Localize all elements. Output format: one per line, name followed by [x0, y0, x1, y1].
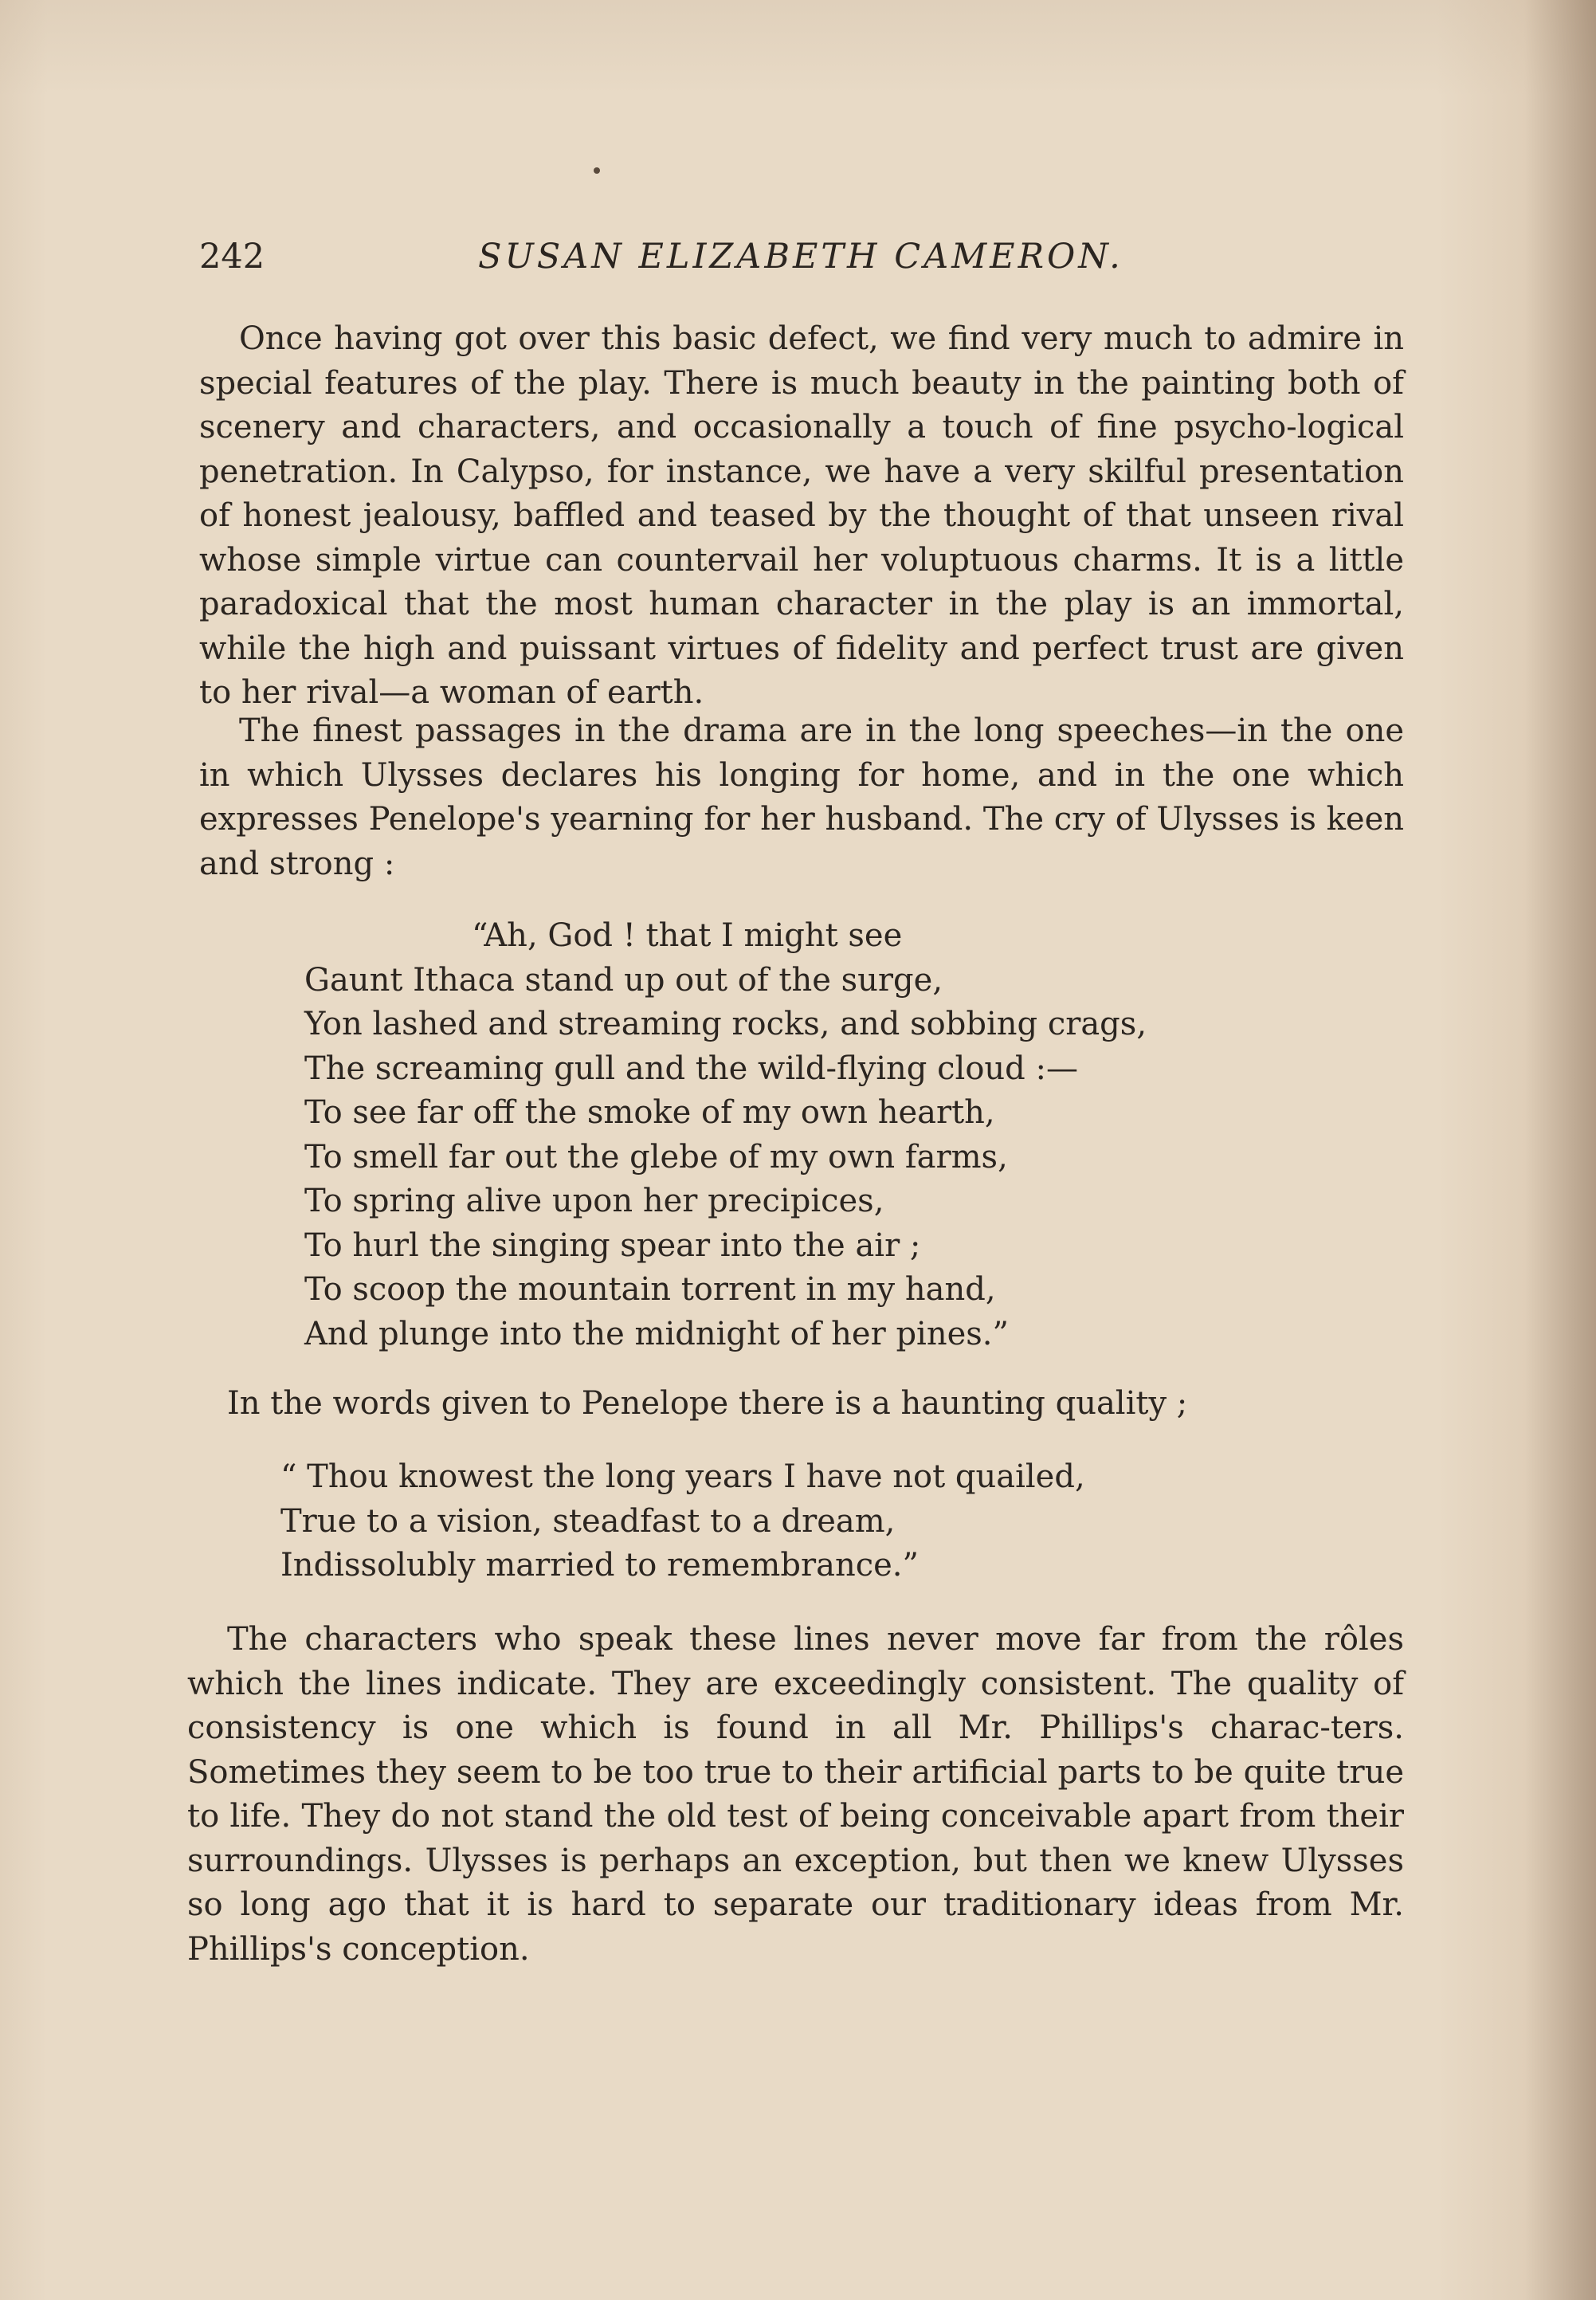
- verse-line: To scoop the mountain torrent in my hand,: [304, 1271, 996, 1308]
- paragraph-finest-passages: The finest passages in the drama are in the long speeches—in the one in which Ulysses declares his longing for home, and in the one which expresses Penelope's yearning for her husband. The cry of Ulysses is keen and strong :: [199, 712, 1404, 882]
- verse-line: “ Thou knowest the long years I have not quailed,: [280, 1458, 1085, 1495]
- verse-line: To smell far out the glebe of my own farms,: [304, 1138, 1008, 1176]
- verse-line: And plunge into the midnight of her pines.”: [304, 1315, 1009, 1352]
- verse-penelope: [280, 1455, 1085, 1588]
- verse-line: The screaming gull and the wild-flying cloud :—: [304, 1050, 1078, 1087]
- ink-speck: [594, 167, 600, 174]
- paragraph-penelope-intro: In the words given to Penelope there is a haunting quality ;: [227, 1385, 1188, 1422]
- verse-line: Indissolubly married to remembrance.”: [280, 1547, 919, 1584]
- page-number: 242: [199, 237, 265, 277]
- verse-line: True to a vision, steadfast to a dream,: [280, 1502, 896, 1540]
- running-title: SUSAN ELIZABETH CAMERON.: [478, 237, 1123, 277]
- verse-line: “Ah, God ! that I might see: [472, 917, 903, 954]
- verse-line: Yon lashed and streaming rocks, and sobbing crags,: [304, 1006, 1147, 1042]
- verse-line: To hurl the singing spear into the air ;: [304, 1227, 921, 1264]
- paragraph-characters: The characters who speak these lines never move far from the rôles which the lines indicate. They are exceedingly consistent. The quality of consistency is one which is found in all Mr. Phillips's charac-ters. Sometimes they seem to be too true to their artificial parts to be quite true to life. They do not stand the old test of being conceivable apart from their surroundings. Ulysses is perhaps an exception, but then we knew Ulysses so long ago that it is hard to separate our traditionary ideas from Mr. Phillips's conception.: [187, 1621, 1404, 1968]
- verse-ulysses: [304, 914, 1147, 1356]
- verse-line: To see far off the smoke of my own hearth,: [304, 1094, 995, 1131]
- verse-line: To spring alive upon her precipices,: [304, 1183, 884, 1219]
- verse-line: Gaunt Ithaca stand up out of the surge,: [304, 961, 943, 999]
- paragraph-calypso: Once having got over this basic defect, we find very much to admire in special features of the play. There is much beauty in the painting both of scenery and characters, and occasionally a touch of fine psycho-logical penetration. In Calypso, for instance, we have a very skilful presentation of honest jealousy, baffled and teased by the thought of that unseen rival whose simple virtue can countervail her voluptuous charms. It is a little paradoxical that the most human character in the play is an immortal, while the high and puissant virtues of fidelity and perfect trust are given to her rival—a woman of earth.: [199, 320, 1404, 711]
